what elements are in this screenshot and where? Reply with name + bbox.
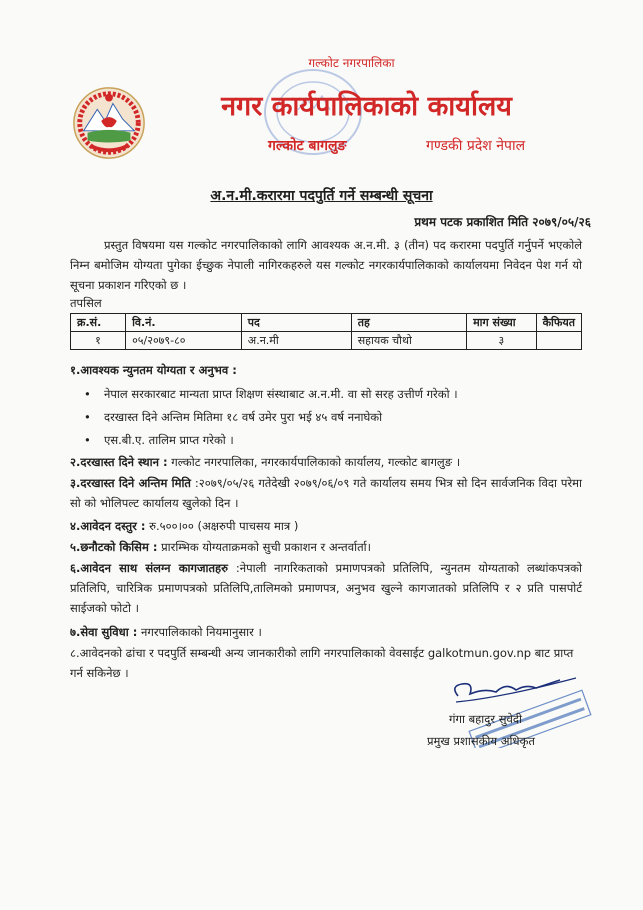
section-label: ५.छनौटको किसिम : bbox=[70, 540, 158, 554]
office-address: गल्कोट बागलुङ bbox=[268, 138, 347, 154]
details-label: तपसिल bbox=[70, 296, 102, 310]
list-item: • दरखास्त दिने अन्तिम मितिमा १८ वर्ष उमेर पुरा भई ४५ वर्ष ननाघेको bbox=[104, 406, 604, 429]
municipality-name-small: गल्कोट नगरपालिका bbox=[308, 56, 395, 70]
published-date: प्रथम पटक प्रकाशित मिति २०७९/०५/२६ bbox=[414, 215, 591, 229]
section-text: नगरपालिकाको नियमानुसार । bbox=[137, 625, 262, 639]
table-row bbox=[71, 332, 582, 350]
section-text: :२०७९/०५/२६ गतेदेखी २०७९/०६/०९ गते कार्यालय समय भित्र सो दिन सार्वजनिक विदा परेमा सो को भोलिपल्ट कार्यालय खुलेको दिन । bbox=[70, 476, 583, 510]
notice-title: अ.न.मी.करारमा पदपुर्ति गर्ने सम्बन्धी सूचना bbox=[210, 188, 433, 204]
signatory-name: गंगा बहादुर सुवेदी bbox=[449, 712, 522, 726]
table-cell bbox=[536, 332, 581, 350]
table-header-cell: माग संख्या bbox=[467, 314, 536, 332]
requirements-heading-text: १.आवश्यक न्युनतम योग्यता र अनुभव : bbox=[70, 363, 237, 377]
requirements-heading bbox=[70, 360, 582, 380]
application-fee bbox=[70, 516, 582, 536]
application-place bbox=[70, 452, 582, 472]
list-item: • एस.बी.ए. तालिम प्राप्त गरेको । bbox=[104, 429, 604, 452]
intro-paragraph: प्रस्तुत विषयमा यस गल्कोट नगरपालिकाको लागि आवश्यक अ.न.मी. ३ (तीन) पद करारमा पदपुर्ति गर्नुपर्ने भएकोले निम्न बमोजिम योग्यता पुगेका ईच्छुक नेपाली नागिरकहरुले यस गल्कोट नगरकार्यपालिकाको कार्यालयमा निवेदन पेश गर्न यो सूचना प्रकाशन गरिएको छ । bbox=[70, 238, 582, 292]
table-header-cell: तह bbox=[351, 314, 466, 332]
list-item: • नेपाल सरकारबाट मान्यता प्राप्त शिक्षण संस्थाबाट अ.न.मी. वा सो सरह उत्तीर्ण गरेको । bbox=[104, 383, 604, 406]
requirements-list bbox=[70, 383, 604, 452]
selection-method bbox=[70, 537, 582, 557]
more-info-section: ८.आवेदनको ढांचा र पदपुर्ति सम्बन्धी अन्य जानकारीको लागि नगरपालिकाको वेवसाईट galkotmun.gov.np बाट प्राप्त गर्न सकिनेछ । bbox=[70, 646, 574, 680]
table-cell: ३ bbox=[467, 332, 536, 350]
table-header-cell: कैफियत bbox=[536, 314, 581, 332]
required-documents bbox=[70, 558, 582, 618]
service-facility bbox=[70, 622, 582, 642]
section-label: २.दरखास्त दिने स्थान : bbox=[70, 455, 168, 469]
section-text: रु.५००।०० (अक्षरुपी पाचसय मात्र ) bbox=[145, 519, 299, 533]
signatory-title: प्रमुख प्रशासकीय अधिकृत bbox=[427, 734, 535, 748]
table-header-row bbox=[71, 314, 582, 332]
section-text: गल्कोट नगरपालिका, नगरकार्यपालिकाको कार्यालय, गल्कोट बागलुङ । bbox=[167, 455, 461, 469]
province-name: गण्डकी प्रदेश नेपाल bbox=[426, 138, 526, 154]
office-title: नगर कार्यपालिकाको कार्यालय bbox=[221, 91, 512, 122]
deadline-section bbox=[70, 473, 582, 513]
section-label: ४.आवेदन दस्तुर : bbox=[70, 519, 146, 533]
table-header-cell: क्र.सं. bbox=[71, 314, 126, 332]
section-label: ७.सेवा सुविधा : bbox=[70, 625, 138, 639]
table-cell: १ bbox=[71, 332, 126, 350]
table-header-cell: पद bbox=[241, 314, 351, 332]
table-header-cell: वि.नं. bbox=[126, 314, 242, 332]
section-label: ६.आवेदन साथ संलग्न कागजातहरु bbox=[70, 561, 229, 575]
section-text: :नेपाली नागरिकताको प्रमाणपत्रको प्रतिलिपि, न्युनतम योग्यताको लब्धांकपत्रको प्रतिलिपि, चारित्रिक प्रमाणपत्रको प्रतिलिपि,तालिमको प्रमाणपत्र, अनुभव खुल्ने कागजातको प्रतिलिपि र २ प्रति पासपोर्ट साईजको फोटो । bbox=[70, 561, 582, 615]
section-label: ३.दरखास्त दिने अन्तिम मिति bbox=[70, 476, 191, 490]
post-table bbox=[70, 313, 582, 350]
table-cell: अ.न.मी bbox=[241, 332, 351, 350]
section-text: प्रारम्भिक योग्यताक्रमको सुची प्रकाशन र अन्तर्वार्ता। bbox=[157, 540, 372, 554]
table-cell: ०५/२०७९-८० bbox=[126, 332, 242, 350]
table-cell: सहायक चौथो bbox=[351, 332, 466, 350]
